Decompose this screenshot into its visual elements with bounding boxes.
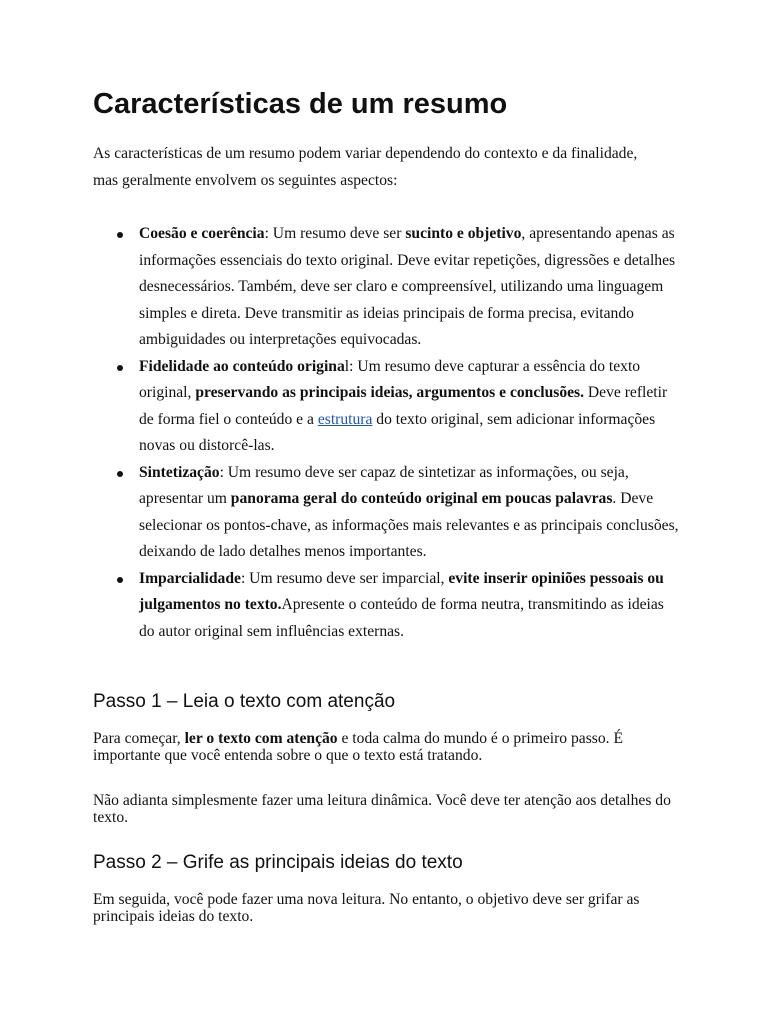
list-item [93, 221, 681, 354]
list-item [93, 354, 681, 460]
bullet-icon [117, 232, 123, 238]
list-item-text: Deve refletir de forma fiel o conteúdo e a [139, 384, 668, 428]
paragraph-text: e toda calma do mundo é o primeiro passo. É importante que você entenda sobre o que o texto está tratando. [93, 730, 623, 764]
list-item-text: do texto original, sem adicionar informações novas ou distorcê-las. [139, 410, 656, 454]
list-item-term: Fidelidade ao conteúdo origina [139, 357, 345, 375]
list-item-emphasis: panorama geral do conteúdo original em poucas palavras [230, 490, 613, 507]
step1-paragraph-1 [93, 730, 681, 764]
page-title: Características de um resumo [93, 88, 508, 120]
paragraph-emphasis: ler o texto com atenção [184, 730, 338, 747]
list-item-text: , apresentando apenas as informações essenciais do texto original. Deve evitar repetições, digressões e detalhes desnecessários. Também, deve ser claro e compreensível, utilizando uma linguagem simples e direta. Deve transmitir as ideias principais de forma precisa, evitando ambiguidades ou interpretações equivocadas. [139, 225, 676, 348]
bullet-icon [117, 577, 123, 583]
bullet-icon [117, 471, 123, 477]
list-item-term: Imparcialidade [139, 569, 241, 587]
list-item-text: . Deve selecionar os pontos-chave, as informações mais relevantes e as principais conclusões, deixando de lado detalhes menos importantes. [139, 490, 679, 560]
list-item-emphasis: preservando as principais ideias, argumentos e conclusões. [195, 384, 585, 401]
list-item-term: Sintetização [139, 463, 220, 481]
list-item-emphasis: sucinto e objetivo [405, 225, 522, 242]
step1-paragraph-2: Não adianta simplesmente fazer uma leitura dinâmica. Você deve ter atenção aos detalhes do texto. [93, 792, 671, 826]
paragraph-text: Para começar, [93, 730, 185, 747]
list-item-emphasis: evite inserir opiniões pessoais ou julgamentos no texto. [139, 569, 664, 613]
list-item [93, 566, 681, 646]
list-item-text: : Um resumo deve ser capaz de sintetizar as informações, ou seja, apresentar um [139, 463, 629, 507]
characteristics-list [93, 221, 681, 645]
list-item [93, 460, 681, 566]
list-item-text: : Um resumo deve ser imparcial, [240, 569, 449, 587]
intro-paragraph: As características de um resumo podem variar dependendo do contexto e da finalidade, mas geralmente envolvem os seguintes aspectos: [93, 145, 638, 189]
list-item-text: Apresente o conteúdo de forma neutra, transmitindo as ideias do autor original sem influências externas. [139, 596, 664, 640]
step1-heading: Passo 1 – Leia o texto com atenção [93, 691, 396, 712]
estrutura-link[interactable]: estrutura [317, 410, 373, 428]
step2-paragraph-1: Em seguida, você pode fazer uma nova leitura. No entanto, o objetivo deve ser grifar as principais ideias do texto. [93, 891, 640, 925]
list-item-text: l: Um resumo deve capturar a essência do texto original, [139, 357, 641, 401]
step2-heading: Passo 2 – Grife as principais ideias do texto [93, 852, 463, 873]
bullet-icon [117, 365, 123, 371]
list-item-text: : Um resumo deve ser [264, 225, 406, 242]
list-item-term: Coesão e coerência [139, 225, 265, 242]
